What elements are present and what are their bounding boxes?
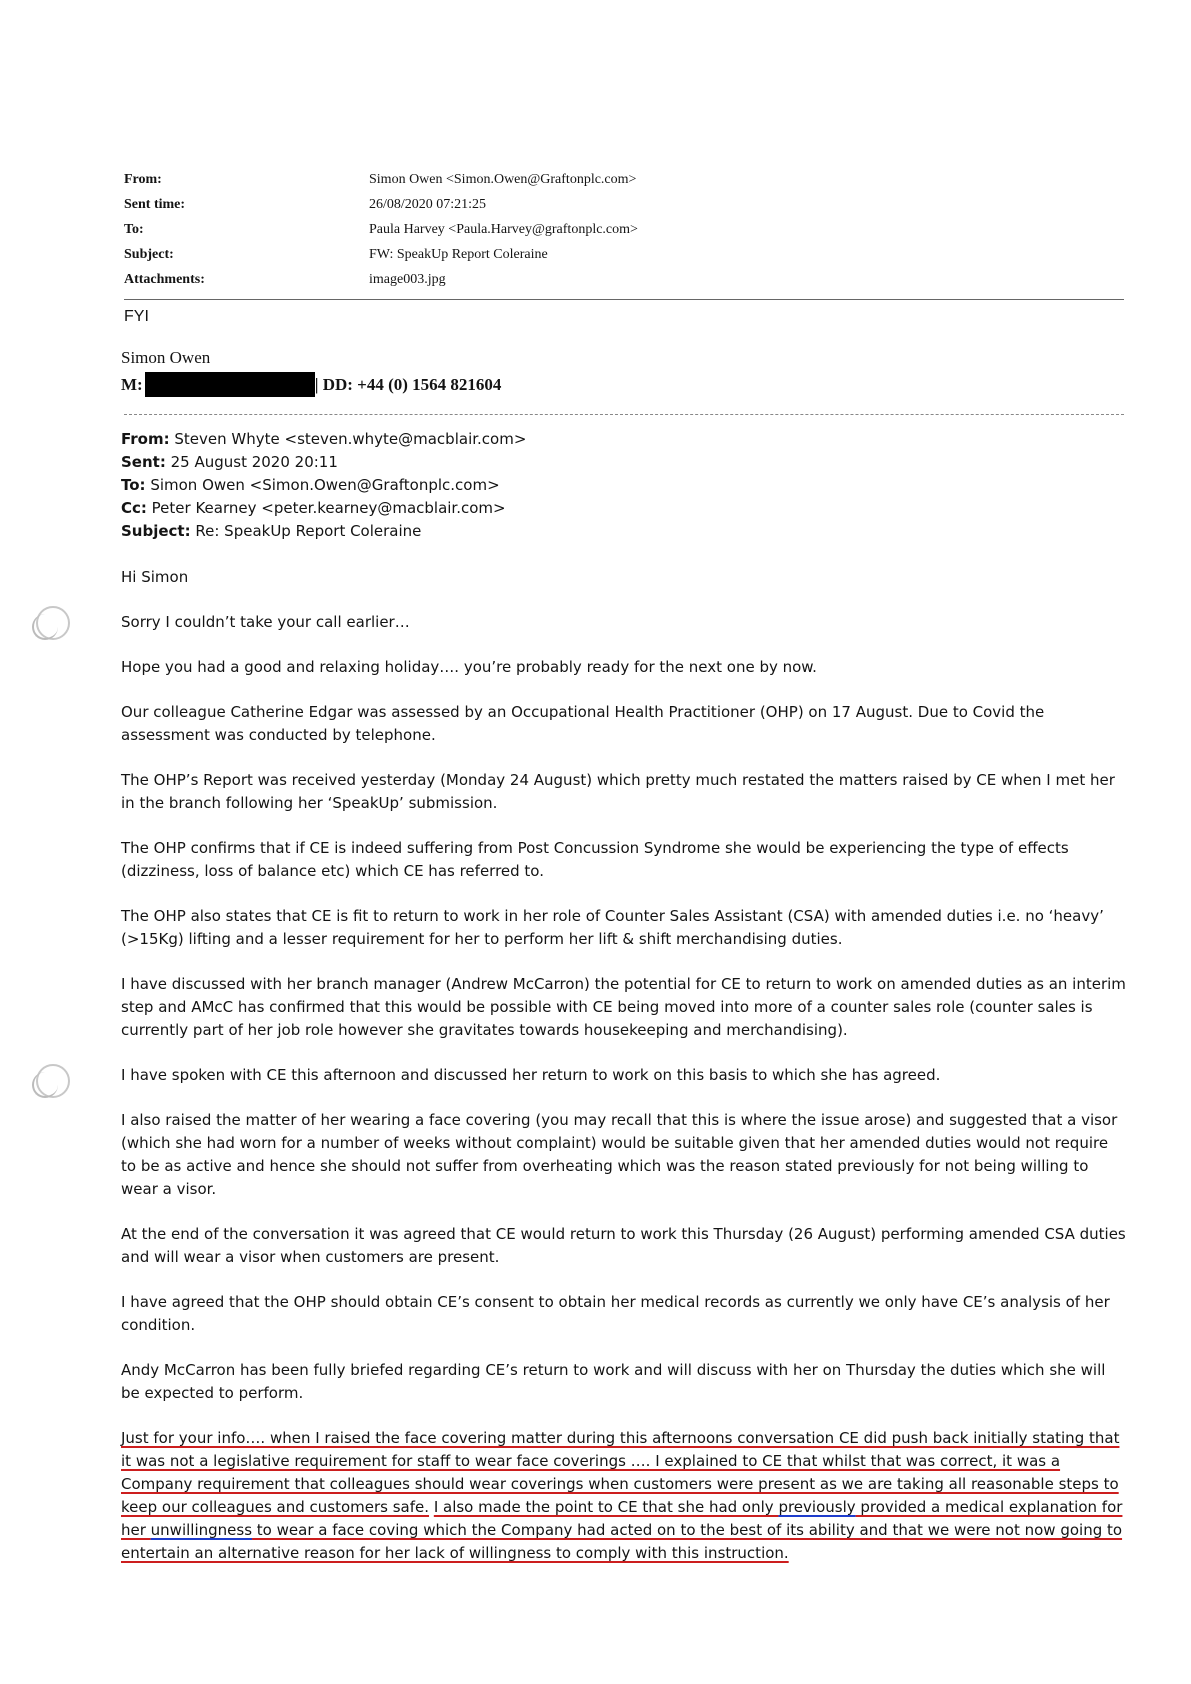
header-subject-value: FW: SpeakUp Report Coleraine xyxy=(369,247,548,262)
fwd-subject-value: Re: SpeakUp Report Coleraine xyxy=(190,522,422,540)
paragraph-2: Hope you had a good and relaxing holiday…. you’re probably ready for the next one by now. xyxy=(121,658,817,676)
header-attachments-value: image003.jpg xyxy=(369,272,446,287)
signature-name: Simon Owen xyxy=(121,348,211,367)
header-from-value: Simon Owen <Simon.Owen@Graftonplc.com> xyxy=(369,172,637,187)
header-sent-label: Sent time: xyxy=(124,197,186,212)
fwd-subject-row xyxy=(121,520,526,543)
paragraph-12: Andy McCarron has been fully briefed regarding CE’s return to work and will discuss with her on Thursday the duties which she will be expected to perform. xyxy=(121,1361,1106,1402)
paragraph-10: At the end of the conversation it was agreed that CE would return to work this Thursday (26 August) performing amended CSA duties and will wear a visor when customers are present. xyxy=(121,1225,1126,1266)
underlined-sentence-2e: to wear a face coving which the Company had acted on to the best of its ability and that we were not now going to entertain an alternative reason for her lack of willingness to comply with this instruction. xyxy=(121,1521,1123,1562)
header-to-label: To: xyxy=(124,222,144,237)
blue-underlined-unwillingness: unwillingness xyxy=(150,1521,253,1539)
header-attachments-label: Attachments: xyxy=(124,272,205,287)
paragraph-3: Our colleague Catherine Edgar was assessed by an Occupational Health Practitioner (OHP) on 17 August. Due to Covid the assessment was conducted by telephone. xyxy=(121,703,1045,744)
fwd-to-value: Simon Owen <Simon.Owen@Graftonplc.com> xyxy=(145,476,500,494)
underlined-sentence-2c: provided a medical explanation for her xyxy=(121,1498,1123,1539)
fyi-text: FYI xyxy=(124,308,149,325)
paragraph-1: Sorry I couldn’t take your call earlier… xyxy=(121,613,410,631)
forwarded-header xyxy=(121,428,526,543)
fwd-subject-label: Subject: xyxy=(121,522,191,540)
fwd-sent-value: 25 August 2020 20:11 xyxy=(165,453,338,471)
forward-divider xyxy=(124,414,1124,415)
underlined-sentence-2a: I also made the point to CE that she had only xyxy=(433,1498,779,1516)
underlined-sentence-1: Just for your info…. when I raised the face covering matter during this afternoons conversation CE did push back initially stating that it was not a legislative requirement for staff to wear face coverings …. I explained to CE that whilst that was correct, it was a Company requirement that colleagues should wear coverings when customers were present as we are taking all reasonable steps to keep our colleagues and customers safe. xyxy=(121,1429,1120,1516)
header-divider xyxy=(124,299,1124,300)
paragraph-4: The OHP’s Report was received yesterday (Monday 24 August) which pretty much restated the matters raised by CE when I met her in the branch following her ‘SpeakUp’ submission. xyxy=(121,771,1115,812)
header-to-row xyxy=(124,222,1124,247)
paragraph-8: I have spoken with CE this afternoon and discussed her return to work on this basis to which she has agreed. xyxy=(121,1066,941,1084)
header-subject-label: Subject: xyxy=(124,247,174,262)
fwd-from-label: From: xyxy=(121,430,170,448)
fwd-from-row xyxy=(121,428,526,451)
header-from-row xyxy=(124,172,1124,197)
signature-dd: | DD: +44 (0) 1564 821604 xyxy=(314,375,502,394)
email-body xyxy=(121,566,1126,1565)
punch-hole-mark-bottom xyxy=(36,1064,70,1098)
paragraph-5: The OHP confirms that if CE is indeed suffering from Post Concussion Syndrome she would be experiencing the type of effects (dizziness, loss of balance etc) which CE has referred to. xyxy=(121,839,1069,880)
header-sent-value: 26/08/2020 07:21:25 xyxy=(369,197,487,212)
signature-contact-line xyxy=(121,372,501,397)
signature-m-label: M: xyxy=(121,375,143,394)
fwd-sent-row xyxy=(121,451,526,474)
fwd-to-label: To: xyxy=(121,476,146,494)
fwd-sent-label: Sent: xyxy=(121,453,166,471)
paragraph-6: The OHP also states that CE is fit to return to work in her role of Counter Sales Assistant (CSA) with amended duties i.e. no ‘heavy’ (>15Kg) lifting and a lesser requirement for her to perform her lift & shift merchandising duties. xyxy=(121,907,1104,948)
header-attachments-row xyxy=(124,272,1124,297)
header-subject-row xyxy=(124,247,1124,272)
fwd-cc-row xyxy=(121,497,526,520)
punch-hole-mark-top xyxy=(36,606,70,640)
fwd-from-value: Steven Whyte <steven.whyte@macblair.com> xyxy=(169,430,527,448)
print-header xyxy=(124,172,1124,297)
greeting: Hi Simon xyxy=(121,568,189,586)
paragraph-9: I also raised the matter of her wearing a face covering (you may recall that this is where the issue arose) and suggested that a visor (which she had worn for a number of weeks without complaint) would be suitable given that her amended duties would not require to be as active and hence she should not suffer from overheating which was the reason stated previously for not being willing to wear a visor. xyxy=(121,1111,1118,1198)
header-sent-row xyxy=(124,197,1124,222)
fwd-cc-value: Peter Kearney <peter.kearney@macblair.com> xyxy=(146,499,506,517)
fwd-cc-label: Cc: xyxy=(121,499,147,517)
paragraph-11: I have agreed that the OHP should obtain CE’s consent to obtain her medical records as currently we only have CE’s analysis of her condition. xyxy=(121,1293,1110,1334)
paragraph-13 xyxy=(121,1427,1126,1565)
paragraph-7: I have discussed with her branch manager (Andrew McCarron) the potential for CE to return to work on amended duties as an interim step and AMcC has confirmed that this would be possible with CE being moved into more of a counter sales role (counter sales is currently part of her job role however she gravitates towards housekeeping and merchandising). xyxy=(121,975,1126,1039)
fwd-to-row xyxy=(121,474,526,497)
header-from-label: From: xyxy=(124,172,162,187)
header-to-value: Paula Harvey <Paula.Harvey@graftonplc.com> xyxy=(369,222,638,237)
redaction-box xyxy=(145,372,315,397)
blue-underlined-previously: previously xyxy=(778,1498,856,1516)
